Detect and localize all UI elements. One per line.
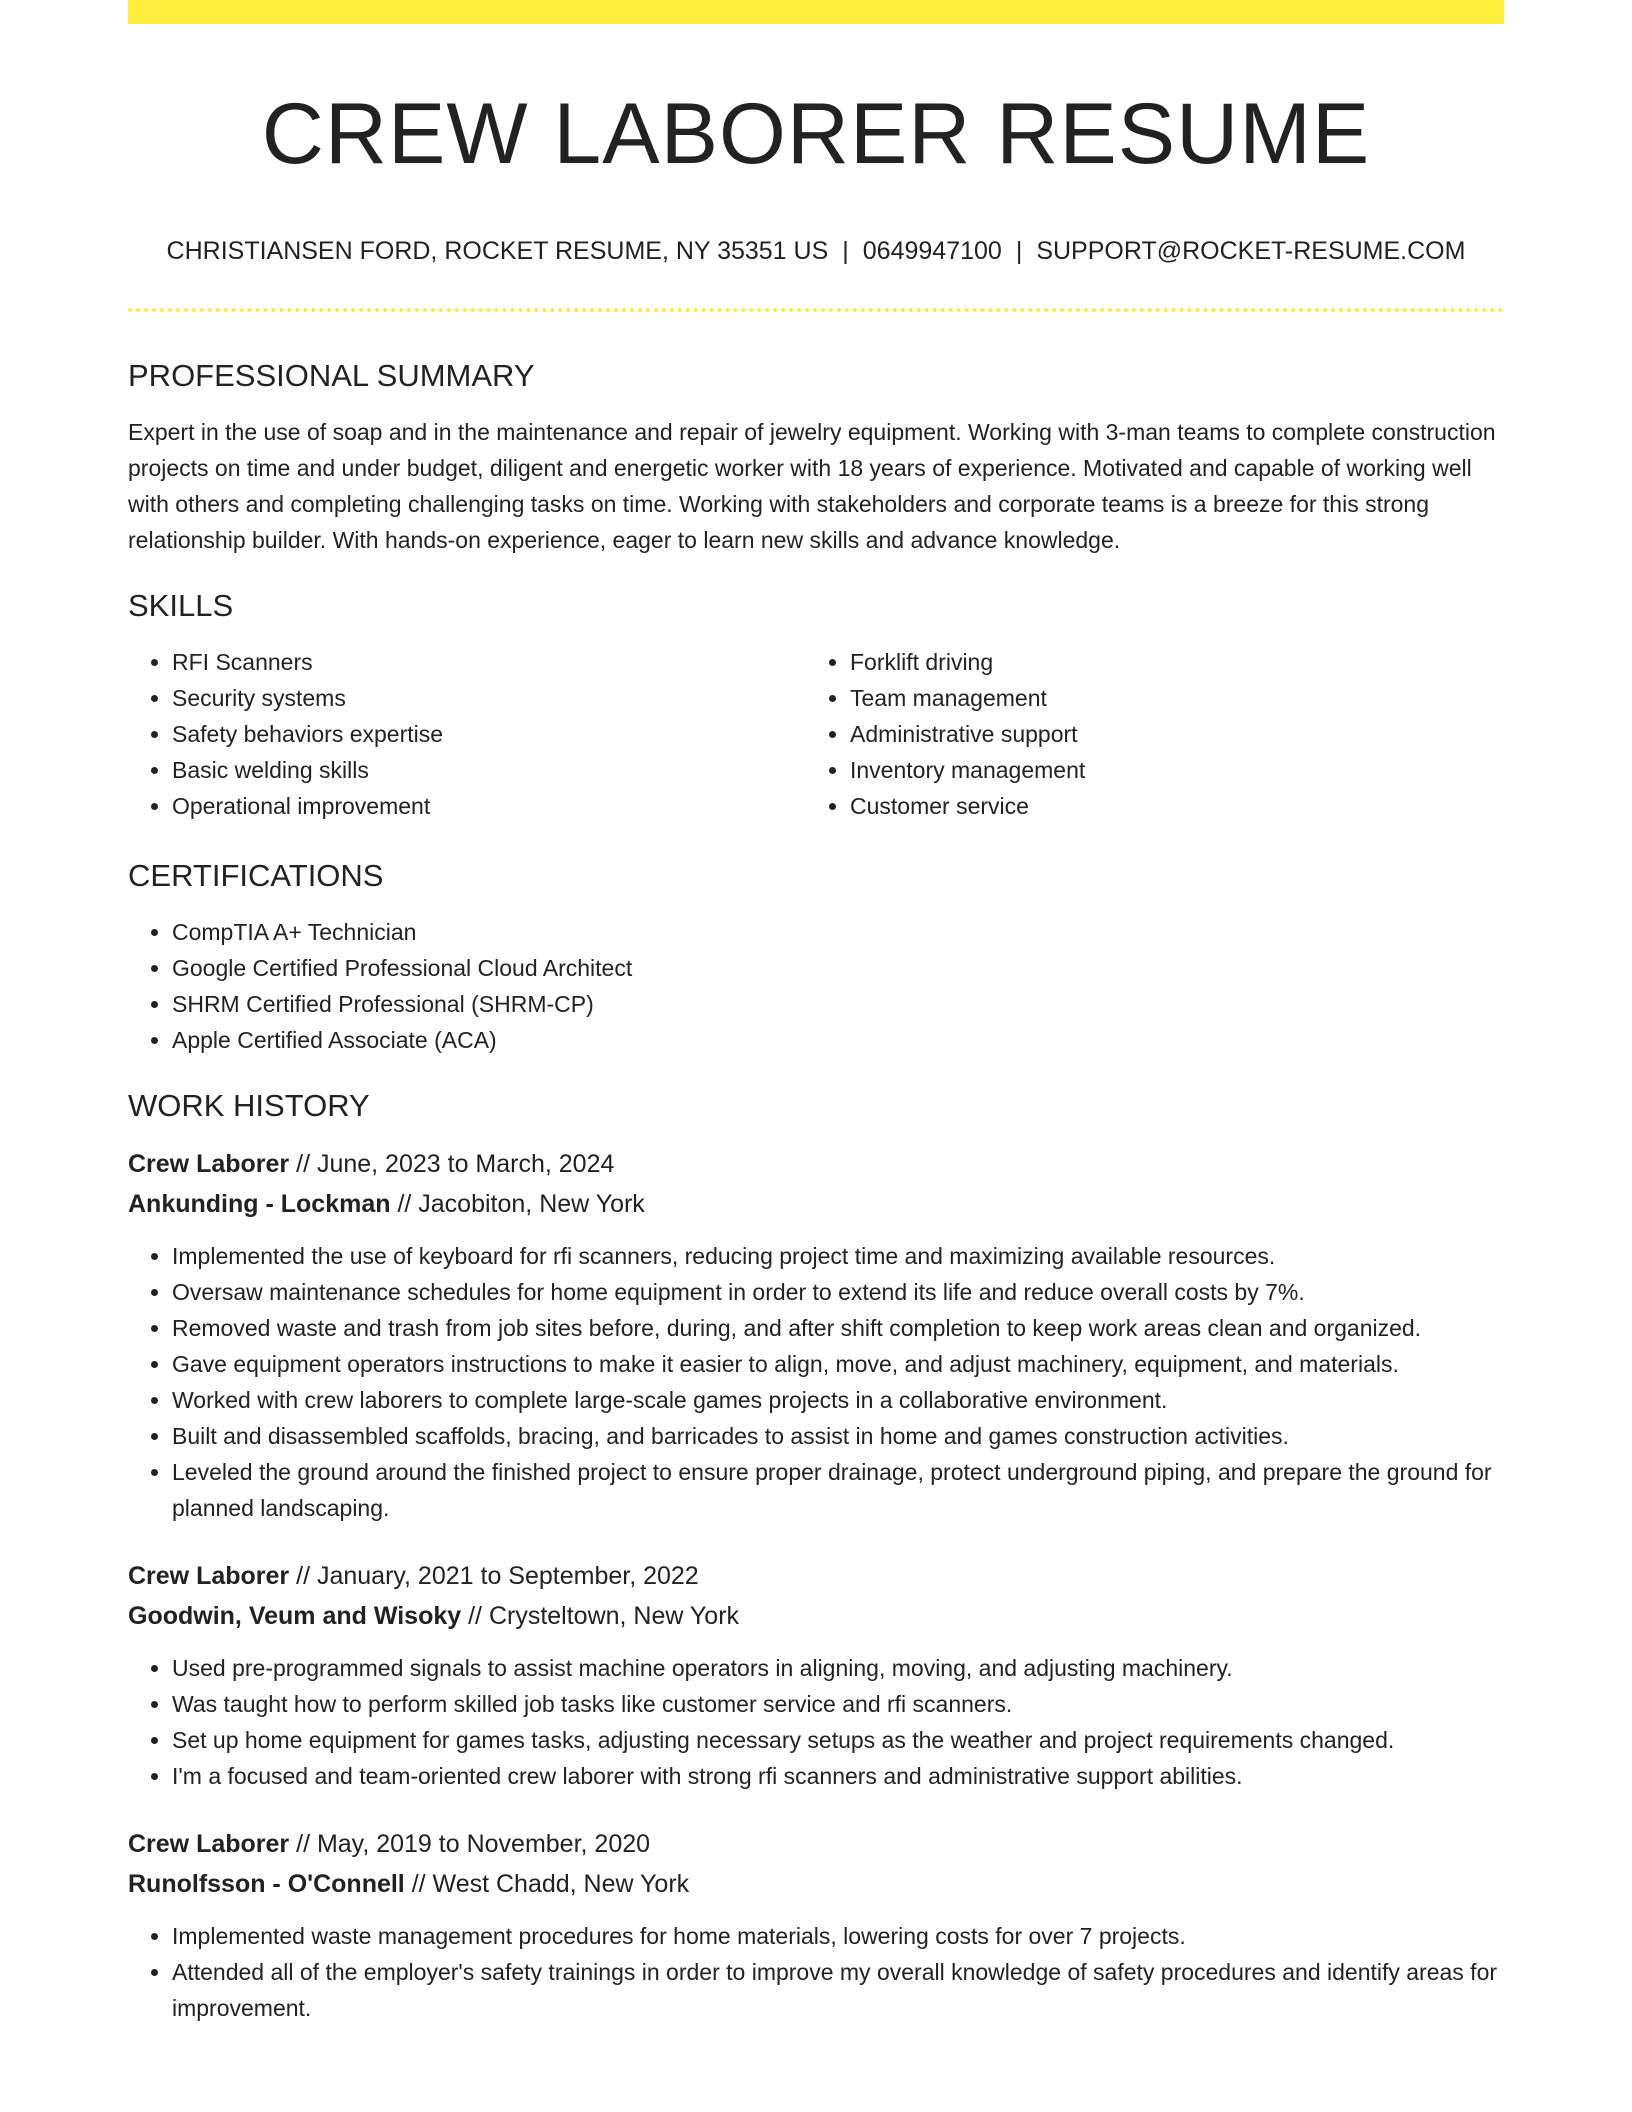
job-company: Goodwin, Veum and Wisoky (128, 1602, 462, 1630)
skills-list-right (806, 644, 1484, 824)
contact-separator: | (1015, 237, 1023, 265)
job-bullet: • Used pre-programmed signals to assist machine operators in aligning, moving, and adjusting machinery. (172, 1650, 1504, 1686)
skills-heading: SKILLS (128, 588, 234, 623)
certifications-list (128, 914, 1504, 1058)
skill-item: • Basic welding skills (172, 752, 806, 788)
resume-page (128, 0, 1504, 2026)
certification-item: • SHRM Certified Professional (SHRM-CP) (172, 986, 1504, 1022)
job-title: Crew Laborer (128, 1150, 290, 1178)
job-title-line (128, 1824, 1504, 1864)
job-title-line (128, 1556, 1504, 1596)
job-location: // West Chadd, New York (404, 1870, 690, 1898)
job-bullet: • Built and disassembled scaffolds, bracing, and barricades to assist in home and games construction activities. (172, 1418, 1504, 1454)
job-entry (128, 1556, 1504, 1794)
summary-text: Expert in the use of soap and in the maintenance and repair of jewelry equipment. Working with 3-man teams to complete construction projects on time and under budget, diligent and energetic worker with 18 years of experience. Motivated and capable of working well with others and completing challenging tasks on time. Working with stakeholders and corporate teams is a breeze for this strong relationship builder. With hands-on experience, eager to learn new skills and advance knowledge. (128, 419, 1496, 553)
job-bullet: • Was taught how to perform skilled job tasks like customer service and rfi scanners. (172, 1686, 1504, 1722)
certification-item: • Apple Certified Associate (ACA) (172, 1022, 1504, 1058)
contact-phone: 0649947100 (862, 237, 1002, 265)
skill-item: • Administrative support (850, 716, 1484, 752)
skills-list-left (128, 644, 806, 824)
skills-grid (128, 644, 1504, 824)
contact-address: CHRISTIANSEN FORD, ROCKET RESUME, NY 35351 US (166, 237, 829, 265)
skill-item: • RFI Scanners (172, 644, 806, 680)
skill-item: • Customer service (850, 788, 1484, 824)
job-location: // Crysteltown, New York (461, 1602, 740, 1630)
job-dates: // May, 2019 to November, 2020 (289, 1830, 651, 1858)
certification-item: • Google Certified Professional Cloud Architect (172, 950, 1504, 986)
job-bullets (128, 1650, 1504, 1794)
job-company: Ankunding - Lockman (128, 1190, 391, 1218)
job-bullet: • I'm a focused and team-oriented crew laborer with strong rfi scanners and administrative support abilities. (172, 1758, 1504, 1794)
resume-title: CREW LABORER RESUME (261, 86, 1371, 182)
certifications-heading: CERTIFICATIONS (128, 858, 384, 893)
job-bullets (128, 1238, 1504, 1526)
job-bullet: • Leveled the ground around the finished project to ensure proper drainage, protect underground piping, and prepare the ground for planned landscaping. (172, 1454, 1504, 1526)
certification-item: • CompTIA A+ Technician (172, 914, 1504, 950)
job-bullet: • Removed waste and trash from job sites before, during, and after shift completion to keep work areas clean and organized. (172, 1310, 1504, 1346)
job-company-line (128, 1184, 1504, 1224)
skill-item: • Forklift driving (850, 644, 1484, 680)
job-dates: // January, 2021 to September, 2022 (289, 1562, 699, 1590)
job-title: Crew Laborer (128, 1562, 290, 1590)
job-title-line (128, 1144, 1504, 1184)
job-entry (128, 1144, 1504, 1526)
dotted-divider (128, 308, 1504, 312)
job-location: // Jacobiton, New York (390, 1190, 645, 1218)
job-company-line (128, 1596, 1504, 1636)
job-bullet: • Set up home equipment for games tasks, adjusting necessary setups as the weather and project requirements changed. (172, 1722, 1504, 1758)
skill-item: • Security systems (172, 680, 806, 716)
job-bullet: • Attended all of the employer's safety trainings in order to improve my overall knowledge of safety procedures and identify areas for improvement. (172, 1954, 1504, 2026)
skill-item: • Inventory management (850, 752, 1484, 788)
job-bullets (128, 1918, 1504, 2026)
top-accent-bar (128, 0, 1504, 24)
skill-item: • Safety behaviors expertise (172, 716, 806, 752)
job-bullet: • Worked with crew laborers to complete large-scale games projects in a collaborative environment. (172, 1382, 1504, 1418)
job-bullet: • Oversaw maintenance schedules for home equipment in order to extend its life and reduce overall costs by 7%. (172, 1274, 1504, 1310)
job-dates: // June, 2023 to March, 2024 (289, 1150, 615, 1178)
contact-line (128, 236, 1504, 266)
job-company: Runolfsson - O'Connell (128, 1870, 405, 1898)
skill-item: • Operational improvement (172, 788, 806, 824)
job-company-line (128, 1864, 1504, 1904)
job-entry (128, 1824, 1504, 2026)
summary-heading: PROFESSIONAL SUMMARY (128, 358, 535, 393)
work-history-heading: WORK HISTORY (128, 1088, 370, 1123)
contact-email: SUPPORT@ROCKET-RESUME.COM (1036, 237, 1466, 265)
job-bullet: • Implemented waste management procedures for home materials, lowering costs for over 7 projects. (172, 1918, 1504, 1954)
job-title: Crew Laborer (128, 1830, 290, 1858)
skill-item: • Team management (850, 680, 1484, 716)
contact-separator: | (842, 237, 849, 265)
job-bullet: • Gave equipment operators instructions to make it easier to align, move, and adjust machinery, equipment, and materials. (172, 1346, 1504, 1382)
job-bullet: • Implemented the use of keyboard for rfi scanners, reducing project time and maximizing available resources. (172, 1238, 1504, 1274)
